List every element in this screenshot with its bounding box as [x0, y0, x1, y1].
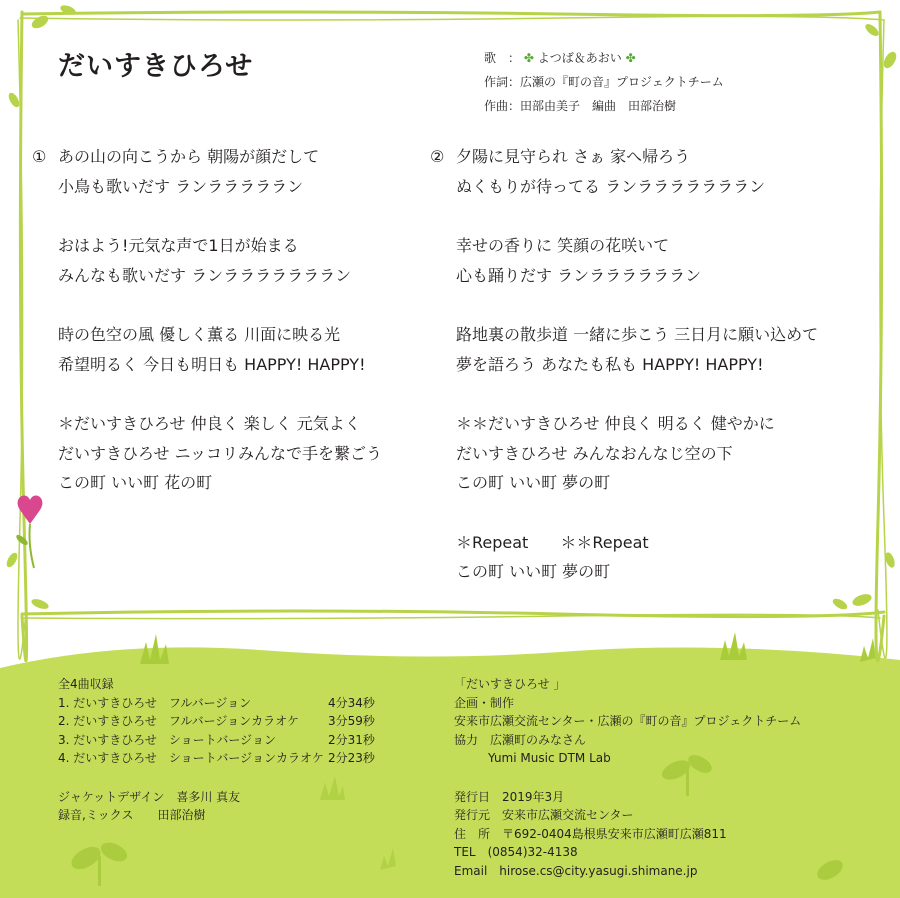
song-title: だいすきひろせ [58, 51, 254, 82]
email: Email hirose.cs@city.yasugi.shimane.jp [454, 863, 698, 878]
verse-number: ① [32, 147, 47, 166]
lyric-line: みんなも歌いだす ランラララララララン [58, 265, 352, 285]
lyric-line: この町 いい町 夢の町 [456, 562, 611, 581]
cooperation-text: 協力 広瀬町のみなさん [454, 732, 587, 747]
lab-name: Yumi Music DTM Lab [488, 751, 611, 765]
production-info [454, 675, 801, 880]
lyrics-credit: 作詞：広瀬の『町の音』プロジェクトチーム [484, 75, 724, 89]
lyric-line: ぬくもりが待ってる ランラララララララン [456, 176, 766, 196]
tracklist-heading: 全4曲収録 [58, 677, 114, 691]
composer-credit: 作曲：田部由美子 編曲 田部治樹 [484, 99, 677, 113]
release-date: 発行日 2019年3月 [454, 789, 565, 804]
lyric-line: 幸せの香りに 笑顔の花咲いて [456, 236, 670, 255]
lyric-line: ② 夕陽に見守られ さぁ 家へ帰ろう [430, 142, 818, 172]
track-row: 2. だいすきひろせ フルバージョンカラオケ 3分59秒 [58, 714, 375, 728]
repeat-line: ＊Repeat ＊＊Repeat [456, 532, 649, 552]
verse-1 [32, 142, 382, 498]
lyric-line: ＊＊だいすきひろせ 仲良く 明るく 健やかに [456, 414, 775, 433]
verse-number: ② [430, 147, 445, 166]
lyric-line: ① あの山の向こうから 朝陽が顔だして [32, 142, 382, 172]
design-credit: ジャケットデザイン 喜多川 真友 [58, 789, 241, 804]
tracklist [58, 675, 388, 825]
publisher: 発行元 安来市広瀬交流センター [454, 808, 634, 822]
credits [484, 46, 724, 118]
lyric-line: 希望明るく 今日も明日も HAPPY! HAPPY! [58, 354, 366, 374]
verse-2 [430, 142, 818, 587]
staff-credits [58, 788, 388, 825]
lyric-line: 小鳥も歌いだす ランラララララン [58, 176, 304, 196]
lyric-line: 心も踊りだす ランララララララン [456, 265, 702, 285]
track-row: 4. だいすきひろせ ショートバージョンカラオケ 2分23秒 [58, 751, 375, 765]
lyric-line: この町 いい町 花の町 [58, 473, 213, 492]
lyric-line: 夢を語ろう あなたも私も HAPPY! HAPPY! [456, 354, 764, 374]
mix-credit: 録音,ミックス 田部治樹 [58, 808, 206, 822]
lyric-line: この町 いい町 夢の町 [456, 473, 611, 492]
clover-icon: ✤ [625, 51, 636, 65]
track-row: 3. だいすきひろせ ショートバージョン 2分31秒 [58, 732, 375, 747]
lyric-line: おはよう!元気な声で1日が始まる [58, 236, 299, 255]
track-row: 1. だいすきひろせ フルバージョン 4分34秒 [58, 695, 375, 710]
clover-icon: ✤ [523, 51, 534, 65]
vocal-credit: 歌 ： ✤ よつば＆あおい ✤ [484, 51, 636, 65]
planning-text: 安来市広瀬交流センター・広瀬の『町の音』プロジェクトチーム [454, 714, 802, 728]
lyric-line: ＊だいすきひろせ 仲良く 楽しく 元気よく [58, 414, 361, 433]
address: 住 所 〒692-0404島根県安来市広瀬町広瀬811 [454, 826, 727, 841]
lyric-line: 時の色空の風 優しく薫る 川面に映る光 [58, 325, 341, 344]
work-title: 「だいすきひろせ 」 [454, 677, 566, 691]
lyric-line: だいすきひろせ ニッコリみんなで手を繋ごう [58, 443, 382, 463]
telephone: TEL (0854)32-4138 [454, 845, 578, 859]
planning-label: 企画・制作 [454, 695, 515, 710]
lyric-line: だいすきひろせ みんなおんなじ空の下 [456, 443, 733, 463]
lyric-line: 路地裏の散歩道 一緒に歩こう 三日月に願い込めて [456, 325, 819, 344]
